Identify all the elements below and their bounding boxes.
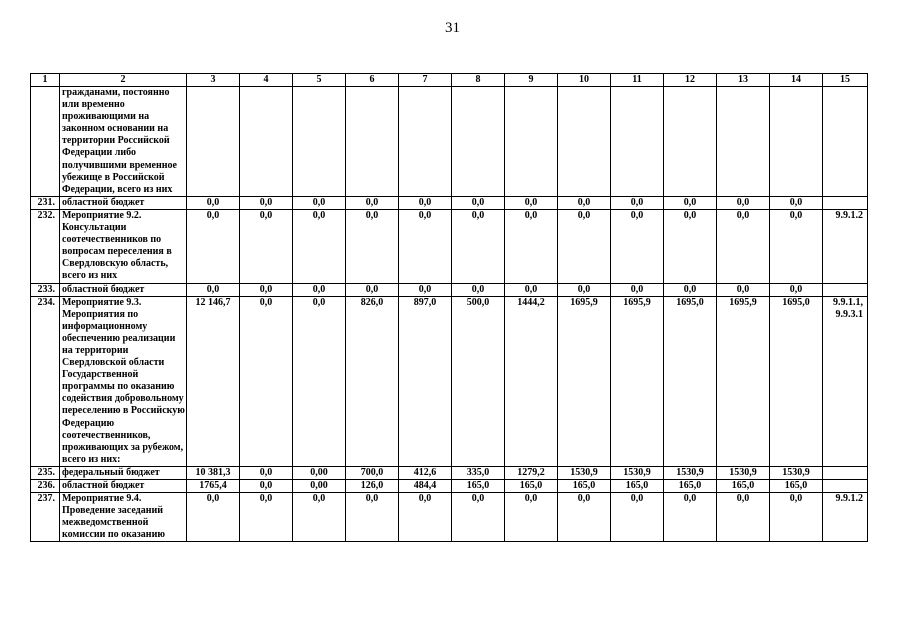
value-cell: 1695,0 bbox=[770, 296, 823, 466]
value-cell: 0,0 bbox=[452, 196, 505, 209]
value-cell: 0,0 bbox=[770, 209, 823, 283]
column-header: 9 bbox=[505, 74, 558, 87]
value-cell: 0,0 bbox=[611, 493, 664, 542]
value-cell: 0,0 bbox=[505, 196, 558, 209]
value-cell: 0,0 bbox=[505, 209, 558, 283]
value-cell: 165,0 bbox=[770, 480, 823, 493]
value-cell: 0,0 bbox=[717, 196, 770, 209]
value-cell bbox=[452, 87, 505, 197]
value-cell: 412,6 bbox=[399, 466, 452, 479]
value-cell: 165,0 bbox=[558, 480, 611, 493]
value-cell: 0,0 bbox=[293, 296, 346, 466]
value-cell: 0,0 bbox=[346, 209, 399, 283]
column-header: 15 bbox=[823, 74, 868, 87]
row-number: 235. bbox=[31, 466, 60, 479]
value-cell: 0,0 bbox=[240, 283, 293, 296]
row-number: 236. bbox=[31, 480, 60, 493]
value-cell: 0,0 bbox=[399, 283, 452, 296]
value-cell: 0,0 bbox=[240, 466, 293, 479]
value-cell bbox=[611, 87, 664, 197]
value-cell: 1695,9 bbox=[717, 296, 770, 466]
value-cell: 0,0 bbox=[399, 209, 452, 283]
value-cell: 0,0 bbox=[187, 283, 240, 296]
value-cell: 0,0 bbox=[611, 283, 664, 296]
value-cell: 0,0 bbox=[399, 196, 452, 209]
value-cell: 1765,4 bbox=[187, 480, 240, 493]
value-cell: 0,0 bbox=[664, 209, 717, 283]
table-row bbox=[31, 466, 868, 479]
column-header: 2 bbox=[60, 74, 187, 87]
row-number: 233. bbox=[31, 283, 60, 296]
row-name: Мероприятие 9.3. Мероприятия по информационному обеспечению реализации на территории Свердловской области Государственной программы по оказанию содействия добровольному переселению в Российскую Федерацию соотечественников, проживающих за рубежом, всего из них: bbox=[60, 296, 187, 466]
value-cell: 0,0 bbox=[240, 480, 293, 493]
row-name: федеральный бюджет bbox=[60, 466, 187, 479]
row-number: 231. bbox=[31, 196, 60, 209]
value-cell: 1530,9 bbox=[717, 466, 770, 479]
column-header: 11 bbox=[611, 74, 664, 87]
column-header: 1 bbox=[31, 74, 60, 87]
column-header: 6 bbox=[346, 74, 399, 87]
target-indicator bbox=[823, 480, 868, 493]
target-indicator bbox=[823, 196, 868, 209]
value-cell: 0,0 bbox=[664, 283, 717, 296]
value-cell: 0,0 bbox=[452, 493, 505, 542]
value-cell: 0,0 bbox=[770, 283, 823, 296]
value-cell: 1279,2 bbox=[505, 466, 558, 479]
target-indicator bbox=[823, 87, 868, 197]
value-cell: 1444,2 bbox=[505, 296, 558, 466]
value-cell: 0,0 bbox=[717, 283, 770, 296]
value-cell: 1530,9 bbox=[770, 466, 823, 479]
value-cell: 0,0 bbox=[346, 283, 399, 296]
row-number: 237. bbox=[31, 493, 60, 542]
column-header: 10 bbox=[558, 74, 611, 87]
target-indicator: 9.9.1.2 bbox=[823, 493, 868, 542]
column-header: 8 bbox=[452, 74, 505, 87]
value-cell: 0,0 bbox=[399, 493, 452, 542]
value-cell: 165,0 bbox=[505, 480, 558, 493]
value-cell bbox=[399, 87, 452, 197]
column-header: 7 bbox=[399, 74, 452, 87]
value-cell: 0,0 bbox=[240, 209, 293, 283]
value-cell: 0,0 bbox=[187, 493, 240, 542]
value-cell: 0,00 bbox=[293, 466, 346, 479]
table-row bbox=[31, 480, 868, 493]
value-cell: 0,0 bbox=[770, 196, 823, 209]
value-cell: 0,0 bbox=[664, 196, 717, 209]
value-cell: 0,0 bbox=[293, 196, 346, 209]
value-cell: 1695,0 bbox=[664, 296, 717, 466]
value-cell: 165,0 bbox=[611, 480, 664, 493]
value-cell: 0,0 bbox=[770, 493, 823, 542]
value-cell: 12 146,7 bbox=[187, 296, 240, 466]
value-cell: 1530,9 bbox=[664, 466, 717, 479]
value-cell: 700,0 bbox=[346, 466, 399, 479]
value-cell: 0,0 bbox=[558, 196, 611, 209]
row-name: гражданами, постоянно или временно проживающими на законном основании на территории Российской Федерации либо получившими временное убежище в Российской Федерации, всего из них bbox=[60, 87, 187, 197]
value-cell: 0,0 bbox=[717, 493, 770, 542]
value-cell: 0,0 bbox=[240, 196, 293, 209]
value-cell: 484,4 bbox=[399, 480, 452, 493]
value-cell: 0,0 bbox=[611, 209, 664, 283]
budget-table bbox=[30, 73, 868, 542]
value-cell: 897,0 bbox=[399, 296, 452, 466]
value-cell bbox=[717, 87, 770, 197]
value-cell bbox=[346, 87, 399, 197]
table-row bbox=[31, 196, 868, 209]
row-name: областной бюджет bbox=[60, 196, 187, 209]
table-header-row bbox=[31, 74, 868, 87]
value-cell bbox=[187, 87, 240, 197]
value-cell: 0,0 bbox=[293, 493, 346, 542]
value-cell: 0,0 bbox=[240, 296, 293, 466]
target-indicator: 9.9.1.2 bbox=[823, 209, 868, 283]
value-cell: 0,0 bbox=[717, 209, 770, 283]
row-name: Мероприятие 9.2. Консультации соотечественников по вопросам переселения в Свердловскую область, всего из них bbox=[60, 209, 187, 283]
row-name: областной бюджет bbox=[60, 283, 187, 296]
target-indicator bbox=[823, 283, 868, 296]
value-cell: 335,0 bbox=[452, 466, 505, 479]
table-body bbox=[31, 74, 868, 542]
value-cell: 165,0 bbox=[664, 480, 717, 493]
value-cell: 165,0 bbox=[717, 480, 770, 493]
column-header: 3 bbox=[187, 74, 240, 87]
value-cell bbox=[293, 87, 346, 197]
value-cell: 0,0 bbox=[558, 493, 611, 542]
value-cell bbox=[770, 87, 823, 197]
row-number bbox=[31, 87, 60, 197]
target-indicator bbox=[823, 466, 868, 479]
value-cell: 0,0 bbox=[452, 283, 505, 296]
table-row bbox=[31, 296, 868, 466]
table-row bbox=[31, 283, 868, 296]
table-row bbox=[31, 87, 868, 197]
value-cell: 0,0 bbox=[452, 209, 505, 283]
value-cell: 165,0 bbox=[452, 480, 505, 493]
row-name: Мероприятие 9.4. Проведение заседаний межведомственной комиссии по оказанию bbox=[60, 493, 187, 542]
value-cell: 0,0 bbox=[664, 493, 717, 542]
value-cell: 126,0 bbox=[346, 480, 399, 493]
row-name: областной бюджет bbox=[60, 480, 187, 493]
value-cell: 0,00 bbox=[293, 480, 346, 493]
value-cell: 0,0 bbox=[558, 283, 611, 296]
target-indicator: 9.9.1.1, 9.9.3.1 bbox=[823, 296, 868, 466]
value-cell: 0,0 bbox=[293, 283, 346, 296]
value-cell bbox=[505, 87, 558, 197]
value-cell bbox=[240, 87, 293, 197]
value-cell: 0,0 bbox=[558, 209, 611, 283]
column-header: 4 bbox=[240, 74, 293, 87]
value-cell: 0,0 bbox=[505, 283, 558, 296]
value-cell: 0,0 bbox=[611, 196, 664, 209]
value-cell: 1695,9 bbox=[558, 296, 611, 466]
value-cell: 1530,9 bbox=[611, 466, 664, 479]
value-cell: 0,0 bbox=[187, 209, 240, 283]
row-number: 232. bbox=[31, 209, 60, 283]
page-number: 31 bbox=[445, 20, 460, 36]
value-cell: 1530,9 bbox=[558, 466, 611, 479]
value-cell: 826,0 bbox=[346, 296, 399, 466]
value-cell: 10 381,3 bbox=[187, 466, 240, 479]
column-header: 5 bbox=[293, 74, 346, 87]
value-cell bbox=[558, 87, 611, 197]
value-cell: 0,0 bbox=[240, 493, 293, 542]
value-cell: 0,0 bbox=[346, 493, 399, 542]
value-cell: 0,0 bbox=[346, 196, 399, 209]
table-row bbox=[31, 493, 868, 542]
column-header: 12 bbox=[664, 74, 717, 87]
value-cell: 0,0 bbox=[505, 493, 558, 542]
table-row bbox=[31, 209, 868, 283]
value-cell: 500,0 bbox=[452, 296, 505, 466]
value-cell bbox=[664, 87, 717, 197]
row-number: 234. bbox=[31, 296, 60, 466]
column-header: 13 bbox=[717, 74, 770, 87]
value-cell: 0,0 bbox=[187, 196, 240, 209]
value-cell: 0,0 bbox=[293, 209, 346, 283]
column-header: 14 bbox=[770, 74, 823, 87]
value-cell: 1695,9 bbox=[611, 296, 664, 466]
